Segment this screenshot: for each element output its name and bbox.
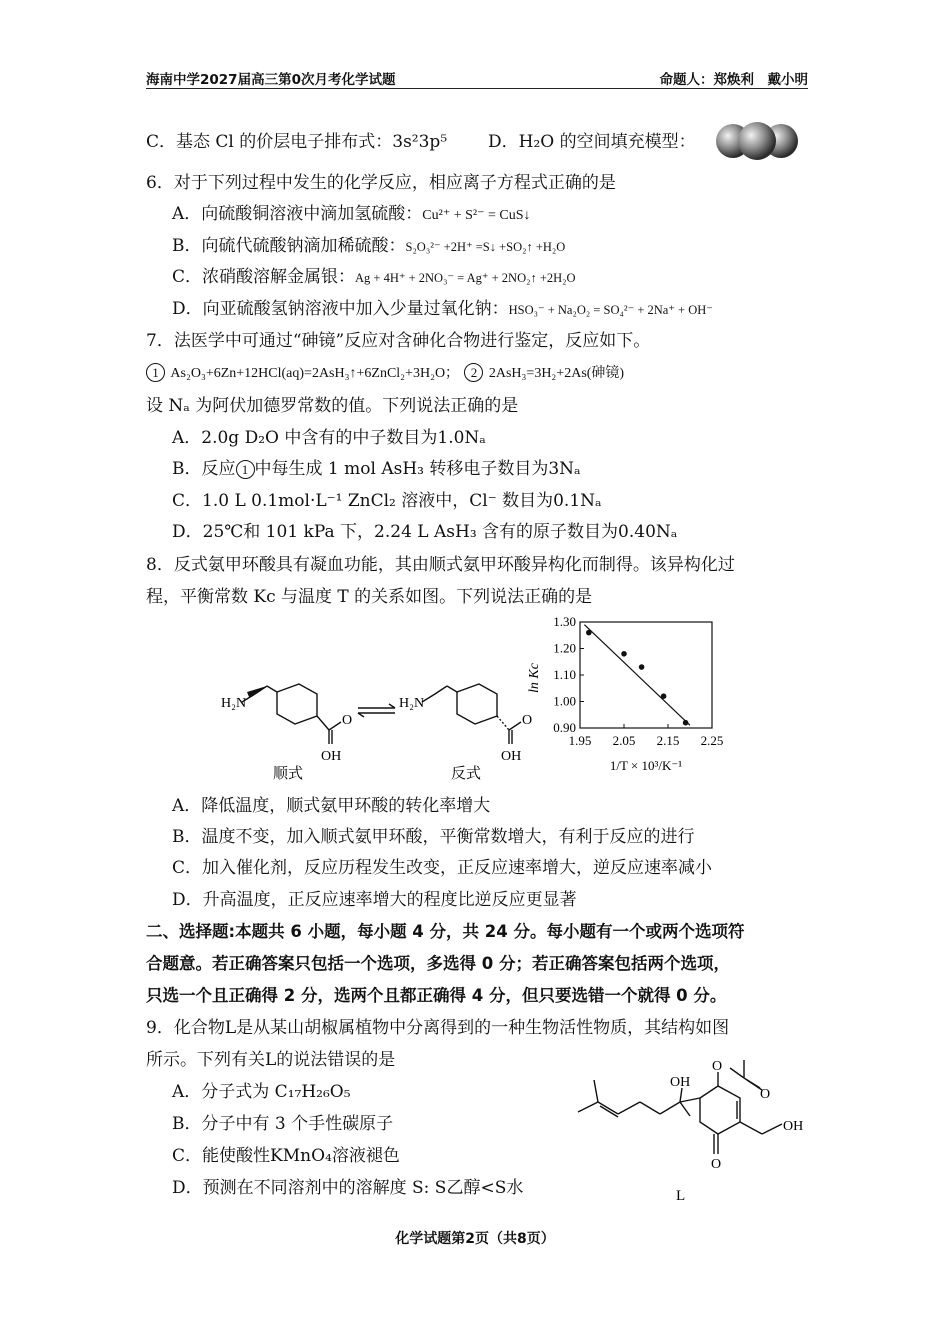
x-axis-label: 1/T × 10³/K⁻¹ (609, 758, 683, 773)
reaction-1-marker: 1 (146, 363, 165, 382)
q6-option-a (172, 203, 531, 227)
q5-c-formula: 3s²3p⁵ (392, 132, 448, 152)
q6-option-c (172, 266, 576, 289)
q8-stem-2: 程，平衡常数 Kc 与温度 T 的关系如图。下列说法正确的是 (146, 587, 593, 607)
reaction-1: As₂O₃+6Zn+12HCl(aq)=2AsH₃↑+6ZnCl₂+3H₂O； (170, 366, 460, 381)
section2-line-1: 二、选择题:本题共 6 小题，每小题 4 分，共 24 分。每小题有一个或两个选项符 (146, 922, 745, 941)
trans-label: 反式 (451, 766, 482, 782)
q9-option-c: C．能使酸性KMnO₄溶液褪色 (172, 1146, 400, 1166)
q7-reactions (146, 361, 624, 385)
trans-oh: OH (501, 749, 522, 764)
q9-option-b: B．分子中有 3 个手性碳原子 (172, 1114, 394, 1134)
cis-oh: OH (321, 749, 342, 764)
q8-option-c: C．加入催化剂，反应历程发生改变，正反应速率增大，逆反应速率减小 (172, 858, 713, 878)
section2-line-3: 只选一个且正确得 2 分，选两个且都正确得 4 分，但只要选错一个就得 0 分。 (146, 986, 727, 1005)
q5-option-d: D．H₂O 的空间填充模型： (488, 132, 696, 152)
q9-stem-2: 所示。下列有关L的说法错误的是 (146, 1050, 396, 1070)
q5-option-c (146, 131, 447, 153)
header-authors: 命题人：郑焕利 戴小明 (659, 72, 808, 88)
o-atom (738, 122, 776, 160)
page-footer: 化学试题第2页（共8页） (395, 1231, 555, 1247)
l-o-carbonyl: O (760, 1087, 771, 1102)
q7-option-c: C．1.0 L 0.1mol·L⁻¹ ZnCl₂ 溶液中，Cl⁻ 数目为0.1Nₐ (172, 491, 602, 511)
q6-b-text: B．向硫代硫酸钠滴加稀硫酸： (172, 236, 406, 256)
header-rule (146, 88, 808, 89)
q6-a-text: A．向硫酸铜溶液中滴加氢硫酸： (172, 204, 423, 224)
data-point (586, 630, 592, 636)
h2o-space-filling-model (713, 121, 801, 161)
q7-b-post: 中每生成 1 mol AsH₃ 转移电子数目为3Nₐ (254, 459, 581, 479)
q8-stem-1: 8．反式氨甲环酸具有凝血功能，其由顺式氨甲环酸异构化而制得。该异构化过 (146, 555, 735, 575)
q6-stem: 6．对于下列过程中发生的化学反应，相应离子方程式正确的是 (146, 173, 616, 193)
q9-option-d: D．预测在不同溶剂中的溶解度 S: S乙醇<S水 (172, 1178, 524, 1198)
reaction-2-marker: 2 (464, 363, 483, 382)
y-axis-label: ln Kc (527, 663, 542, 693)
y-tick-label: 0.90 (553, 720, 576, 735)
compound-label: L (676, 1188, 686, 1204)
q7-na-note: 设 Nₐ 为阿伏加德罗常数的值。下列说法正确的是 (146, 396, 519, 416)
q7-option-d: D．25℃和 101 kPa 下，2.24 L AsH₃ 含有的原子数目为0.40Nₐ (172, 522, 678, 542)
header-title: 海南中学2027届高三第0次月考化学试题 (146, 72, 396, 88)
q8-option-a: A．降低温度，顺式氨甲环酸的转化率增大 (172, 796, 491, 816)
l-o-ester: O (712, 1059, 723, 1074)
y-tick-label: 1.00 (553, 693, 576, 709)
reaction-2: 2AsH₃=3H₂+2As(砷镜) (488, 366, 625, 381)
x-tick-label: 2.25 (700, 733, 724, 748)
x-tick-label: 2.05 (612, 733, 636, 748)
l-o-ketone: O (711, 1157, 722, 1172)
q6-d-eq: HSO₃⁻ + Na₂O₂ = SO₄²⁻ + 2Na⁺ + OH⁻ (508, 303, 713, 317)
q7-stem: 7．法医学中可通过“砷镜”反应对含砷化合物进行鉴定，反应如下。 (146, 331, 651, 351)
q8-option-d: D．升高温度，正反应速率增大的程度比逆反应更显著 (172, 890, 577, 910)
section2-line-2: 合题意。若正确答案只包括一个选项，多选得 0 分；若正确答案包括两个选项， (146, 954, 730, 973)
y-tick-label: 1.20 (553, 640, 576, 656)
compound-L-structure (572, 1058, 812, 1208)
q6-b-eq: S₂O₃²⁻ +2H⁺ =S↓ +SO₂↑ +H₂O (405, 240, 566, 254)
q7-b-pre: B．反应 (172, 459, 236, 479)
q7-b-marker: 1 (236, 460, 255, 479)
tranexamic-acid-isomerization-diagram (215, 668, 535, 783)
page-header (146, 68, 808, 90)
q9-option-a: A．分子式为 C₁₇H₂₆O₅ (172, 1082, 351, 1102)
trans-o: O (522, 713, 533, 728)
q6-option-b (172, 235, 565, 258)
q6-a-eq: Cu²⁺ + S²⁻ = CuS↓ (422, 208, 531, 223)
x-tick-label: 1.95 (568, 733, 592, 748)
data-point (639, 664, 645, 670)
plot-frame (580, 622, 712, 728)
cis-h2n: H₂N (221, 696, 247, 711)
lnKc-vs-inverse-T-chart (520, 612, 745, 782)
q7-option-b (172, 458, 581, 480)
l-oh-1: OH (670, 1075, 691, 1090)
q7-option-a: A．2.0g D₂O 中含有的中子数目为1.0Nₐ (172, 428, 486, 448)
data-point (661, 693, 667, 699)
x-tick-label: 2.15 (656, 733, 680, 748)
q6-c-eq: Ag + 4H⁺ + 2NO₃⁻ = Ag⁺ + 2NO₂↑ +2H₂O (355, 271, 576, 285)
data-point (683, 720, 689, 726)
y-tick-label: 1.30 (553, 614, 576, 629)
q5-c-text: C．基态 Cl 的价层电子排布式： (146, 132, 393, 152)
q6-c-text: C．浓硝酸溶解金属银： (172, 267, 356, 287)
cis-o: O (342, 713, 353, 728)
data-point (621, 651, 627, 657)
cis-wedge-bond (247, 686, 267, 697)
fit-line (584, 625, 690, 726)
cis-label: 顺式 (273, 766, 304, 782)
l-oh-2: OH (783, 1119, 804, 1134)
q6-d-text: D．向亚硫酸氢钠溶液中加入少量过氧化钠： (172, 299, 509, 319)
q9-stem-1: 9．化合物L是从某山胡椒属植物中分离得到的一种生物活性物质，其结构如图 (146, 1018, 730, 1038)
y-tick-label: 1.10 (553, 667, 576, 682)
q6-option-d (172, 298, 713, 321)
q8-option-b: B．温度不变，加入顺式氨甲环酸，平衡常数增大，有利于反应的进行 (172, 827, 695, 847)
trans-h2n: H₂N (399, 696, 425, 711)
